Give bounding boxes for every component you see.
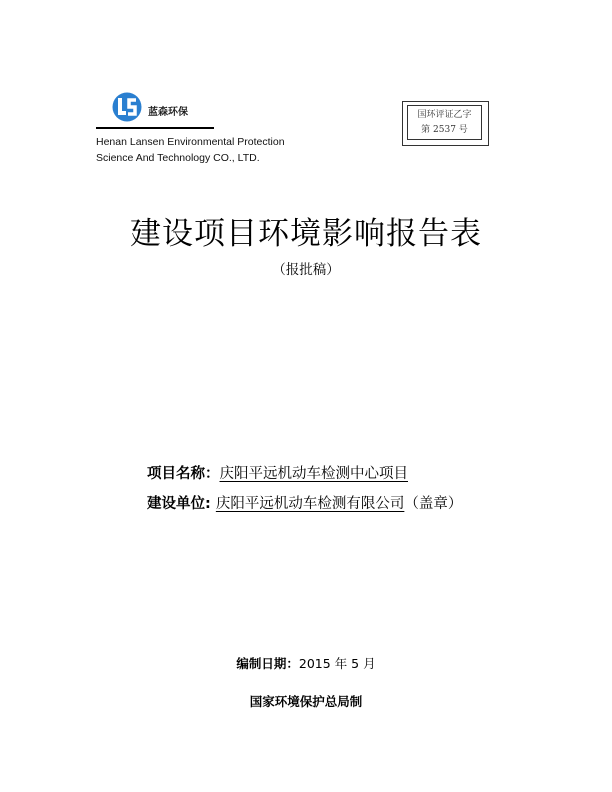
brand-name: 蓝森环保	[148, 107, 188, 118]
report-subtitle: （报批稿）	[272, 262, 340, 278]
certificate-line-2: 第 2537 号	[421, 125, 468, 135]
construction-unit-value: 庆阳平远机动车检测有限公司	[215, 496, 405, 512]
construction-unit-label: 建设单位:	[147, 496, 216, 512]
issuing-authority: 国家环境保护总局制	[249, 694, 363, 709]
certificate-line-1: 国环评证乙字	[417, 110, 472, 120]
project-name-field	[147, 462, 408, 483]
report-title: 建设项目环境影响报告表	[130, 216, 482, 252]
compile-date-label: 编制日期：	[236, 656, 299, 671]
seal-note: （盖章）	[404, 496, 463, 512]
compile-date-value: 2015 年 5 月	[298, 656, 376, 671]
project-name-value: 庆阳平远机动车检测中心项目	[219, 466, 408, 482]
certificate-box	[407, 105, 482, 140]
company-name-english	[96, 134, 285, 166]
construction-unit-field	[147, 492, 462, 513]
lansen-logo-icon	[112, 92, 142, 122]
project-name-label: 项目名称：	[147, 466, 220, 482]
header-divider	[96, 127, 214, 129]
company-name-line-2: Science And Technology CO., LTD.	[96, 152, 260, 164]
company-name-line-1: Henan Lansen Environmental Protection	[96, 136, 285, 148]
compile-date	[0, 654, 612, 672]
